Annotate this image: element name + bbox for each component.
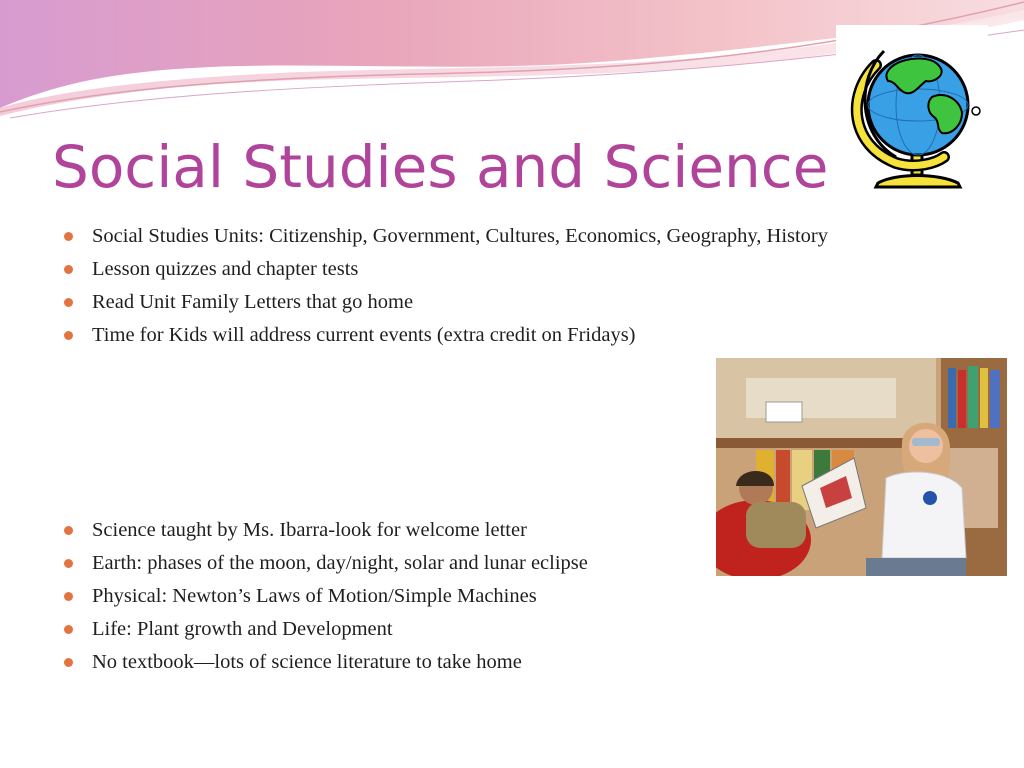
globe-image: [836, 25, 988, 193]
globe-icon: [836, 25, 988, 193]
bullet-item: Earth: phases of the moon, day/night, solar and lunar eclipse: [64, 547, 588, 580]
students-reading-photo: [716, 358, 1007, 576]
bullet-item: Physical: Newton’s Laws of Motion/Simple Machines: [64, 580, 588, 613]
bullet-item: Social Studies Units: Citizenship, Government, Cultures, Economics, Geography, History: [64, 220, 828, 253]
science-bullet-list: [64, 514, 588, 679]
bullet-item: No textbook—lots of science literature to take home: [64, 646, 588, 679]
bullet-item: Read Unit Family Letters that go home: [64, 286, 828, 319]
bullet-item: Time for Kids will address current events (extra credit on Fridays): [64, 319, 828, 352]
bullet-item: Science taught by Ms. Ibarra-look for welcome letter: [64, 514, 588, 547]
slide-title: Social Studies and Science: [52, 133, 829, 201]
social-studies-bullet-list: [64, 220, 828, 352]
bullet-item: Lesson quizzes and chapter tests: [64, 253, 828, 286]
bullet-item: Life: Plant growth and Development: [64, 613, 588, 646]
